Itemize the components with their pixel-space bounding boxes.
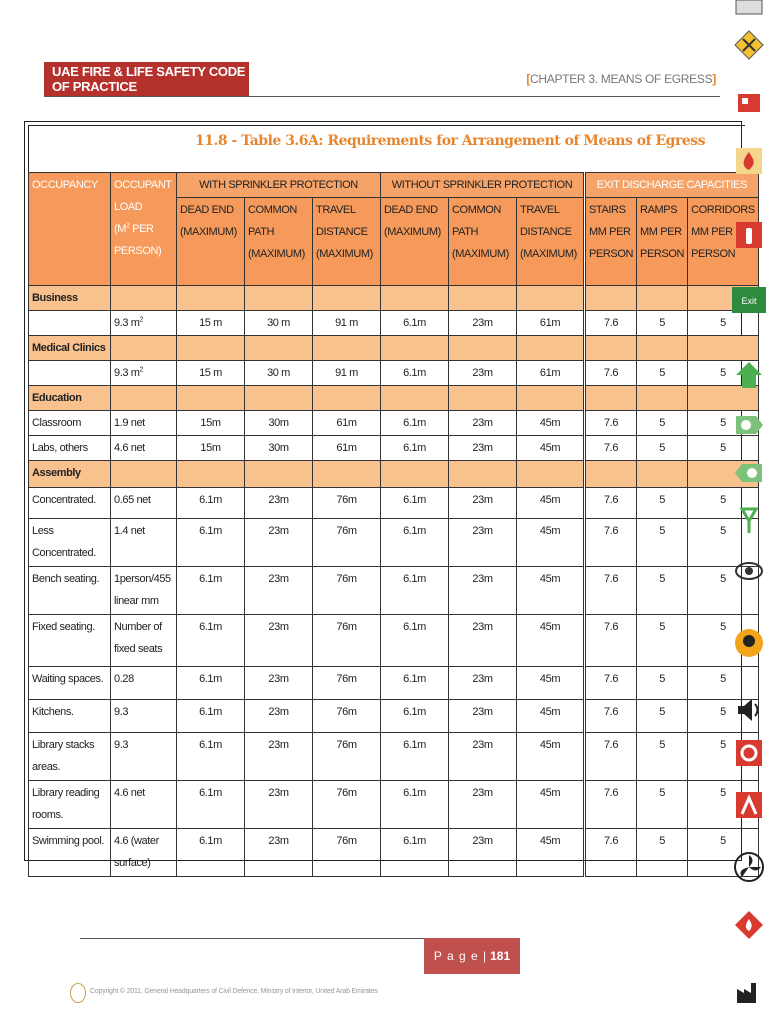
row-value: 23m — [449, 733, 517, 781]
row-value: 6.1m — [381, 361, 449, 386]
row-value: 6.1m — [381, 436, 449, 461]
row-value: 45m — [517, 615, 585, 667]
sprinkler-icon — [734, 505, 764, 535]
category-label: Business — [29, 286, 111, 311]
row-occupant-load: 9.3 — [111, 733, 177, 781]
row-value: 5 — [637, 488, 688, 519]
ventilation-fan-icon — [734, 852, 764, 882]
row-occupant-load: 9.3 — [111, 700, 177, 733]
table-row — [29, 700, 759, 733]
category-cell — [313, 336, 381, 361]
row-value: 23m — [449, 667, 517, 700]
col-dead-end-with: DEAD END (MAXIMUM) — [177, 198, 245, 286]
row-occupant-load: 4.6 net — [111, 436, 177, 461]
row-occupant-load: Number of fixed seats — [111, 615, 177, 667]
row-occupant-load: 4.6 (water surface) — [111, 829, 177, 877]
table-row — [29, 488, 759, 519]
category-cell — [449, 386, 517, 411]
direction-arrow-icon — [734, 410, 764, 440]
fire-truck-icon — [734, 88, 764, 118]
row-value: 23m — [245, 829, 313, 877]
row-value: 7.6 — [585, 667, 637, 700]
safety-icon-rail — [732, 0, 768, 1024]
category-cell — [381, 386, 449, 411]
row-value: 76m — [313, 567, 381, 615]
row-value: 23m — [245, 700, 313, 733]
category-cell — [313, 386, 381, 411]
row-value: 61m — [517, 311, 585, 336]
row-value: 5 — [688, 829, 759, 877]
table-row — [29, 829, 759, 877]
row-value: 5 — [688, 411, 759, 436]
factory-icon — [734, 975, 764, 1005]
table-row — [29, 615, 759, 667]
row-value: 5 — [637, 829, 688, 877]
chapter-label — [526, 72, 716, 86]
group-exit-capacities: EXIT DISCHARGE CAPACITIES — [585, 173, 759, 198]
row-value: 5 — [637, 700, 688, 733]
row-occupant-load: 9.3 $m^2$ — [111, 361, 177, 386]
row-occupant-load: 0.65 net — [111, 488, 177, 519]
row-value: 6.1m — [177, 781, 245, 829]
row-value: 23m — [245, 519, 313, 567]
row-value: 6.1m — [381, 667, 449, 700]
row-value: 6.1m — [381, 411, 449, 436]
row-value: 5 — [688, 488, 759, 519]
category-cell — [245, 336, 313, 361]
row-value: 30 m — [245, 311, 313, 336]
page-number: 181 — [490, 949, 511, 963]
direction-arrow-left-icon — [734, 458, 764, 488]
category-cell — [381, 286, 449, 311]
col-occupant-load — [111, 173, 177, 286]
row-value: 5 — [637, 411, 688, 436]
category-cell — [517, 386, 585, 411]
row-value: 5 — [688, 733, 759, 781]
row-value: 7.6 — [585, 488, 637, 519]
exit-sign-icon — [732, 285, 766, 315]
row-value: 30m — [245, 436, 313, 461]
unit-superscript: 2 — [139, 366, 144, 374]
row-value: 6.1m — [381, 615, 449, 667]
row-value: 7.6 — [585, 436, 637, 461]
category-row-assembly — [29, 461, 759, 488]
table-row — [29, 311, 759, 336]
category-cell — [111, 386, 177, 411]
chapter-bracket-close: ] — [712, 72, 716, 86]
row-value: 7.6 — [585, 781, 637, 829]
row-value: 6.1m — [177, 519, 245, 567]
row-value: 15 m — [177, 311, 245, 336]
chapter-bracket-open: [ — [526, 72, 531, 86]
row-occupant-load: 1.9 net — [111, 411, 177, 436]
category-label: Medical Clinics — [29, 336, 111, 361]
category-cell — [111, 461, 177, 488]
row-value: 5 — [688, 436, 759, 461]
page-number-box — [424, 938, 520, 974]
row-value: 76m — [313, 781, 381, 829]
category-row-medical — [29, 336, 759, 361]
chapter-title: CHAPTER 3. MEANS OF EGRESS — [530, 72, 713, 86]
category-cell — [517, 336, 585, 361]
col-travel-distance-without: TRAVEL DISTANCE (MAXIMUM) — [517, 198, 585, 286]
category-cell — [585, 461, 637, 488]
row-occupancy: Kitchens. — [29, 700, 111, 733]
row-value: 45m — [517, 436, 585, 461]
row-occupancy: Labs, others — [29, 436, 111, 461]
category-label: Education — [29, 386, 111, 411]
row-value: 5 — [637, 733, 688, 781]
col-dead-end-without: DEAD END (MAXIMUM) — [381, 198, 449, 286]
category-cell — [313, 461, 381, 488]
row-occupancy: Library reading rooms. — [29, 781, 111, 829]
row-value: 23m — [245, 781, 313, 829]
category-cell — [381, 461, 449, 488]
exit-sign-label: Exit — [741, 296, 757, 306]
category-cell — [381, 336, 449, 361]
row-occupancy: Swimming pool. — [29, 829, 111, 877]
row-value: 15 m — [177, 361, 245, 386]
row-occupancy: Concentrated. — [29, 488, 111, 519]
category-cell — [245, 461, 313, 488]
row-value: 5 — [688, 615, 759, 667]
table-row — [29, 733, 759, 781]
row-value: 5 — [688, 519, 759, 567]
col-stairs: STAIRS MM PER PERSON — [585, 198, 637, 286]
group-with-sprinkler: WITH SPRINKLER PROTECTION — [177, 173, 381, 198]
category-cell — [449, 286, 517, 311]
row-value: 76m — [313, 667, 381, 700]
row-value: 23m — [449, 488, 517, 519]
row-value: 5 — [637, 436, 688, 461]
category-cell — [111, 336, 177, 361]
row-value: 45m — [517, 411, 585, 436]
row-occupancy — [29, 361, 111, 386]
row-value: 45m — [517, 781, 585, 829]
row-value: 45m — [517, 567, 585, 615]
row-value: 76m — [313, 829, 381, 877]
category-cell — [517, 461, 585, 488]
table-row — [29, 411, 759, 436]
row-value: 6.1m — [381, 311, 449, 336]
group-without-sprinkler: WITHOUT SPRINKLER PROTECTION — [381, 173, 585, 198]
row-value: 6.1m — [177, 733, 245, 781]
row-occupancy — [29, 311, 111, 336]
row-value: 5 — [637, 567, 688, 615]
row-value: 6.1m — [177, 700, 245, 733]
row-value: 23m — [449, 361, 517, 386]
row-value: 76m — [313, 519, 381, 567]
under-construction-icon — [734, 0, 764, 30]
fire-hose-icon — [734, 738, 764, 768]
category-cell — [449, 336, 517, 361]
row-value: 15m — [177, 436, 245, 461]
row-occupant-load: 1.4 net — [111, 519, 177, 567]
row-value: 45m — [517, 488, 585, 519]
row-value: 7.6 — [585, 567, 637, 615]
row-value: 45m — [517, 733, 585, 781]
row-value: 7.6 — [585, 311, 637, 336]
col-common-path-with: COMMON PATH (MAXIMUM) — [245, 198, 313, 286]
row-value: 5 — [637, 361, 688, 386]
col-corridors: CORRIDORS MM PER PERSON — [688, 198, 759, 286]
category-cell — [177, 386, 245, 411]
table-row — [29, 567, 759, 615]
category-cell — [177, 286, 245, 311]
load-sup: 2 — [126, 222, 130, 230]
row-value: 91 m — [313, 361, 381, 386]
row-value: 76m — [313, 733, 381, 781]
copyright-text: Copyright © 2011, General Headquarters of Civil Defence, Ministry of Interior, United Arab Emirates — [90, 988, 378, 995]
row-value: 23m — [245, 567, 313, 615]
flammable-diamond-icon — [734, 910, 764, 940]
row-value: 91 m — [313, 311, 381, 336]
category-cell — [177, 336, 245, 361]
row-value: 7.6 — [585, 411, 637, 436]
row-value: 7.6 — [585, 361, 637, 386]
row-value: 45m — [517, 700, 585, 733]
row-value: 23m — [449, 567, 517, 615]
row-value: 6.1m — [177, 667, 245, 700]
row-value: 45m — [517, 667, 585, 700]
row-occupant-load: 1person/455 linear mm — [111, 567, 177, 615]
row-value: 76m — [313, 700, 381, 733]
row-value: 6.1m — [381, 488, 449, 519]
row-occupancy: Library stacks areas. — [29, 733, 111, 781]
civil-defence-seal-icon — [70, 983, 86, 1003]
row-value: 7.6 — [585, 733, 637, 781]
row-value: 6.1m — [381, 567, 449, 615]
row-value: 6.1m — [381, 733, 449, 781]
row-occupancy: Fixed seating. — [29, 615, 111, 667]
col-occupancy: OCCUPANCY — [29, 173, 111, 286]
row-value: 5 — [688, 311, 759, 336]
row-value: 23m — [449, 700, 517, 733]
header-divider — [44, 96, 720, 97]
fire-escape-icon — [734, 790, 764, 820]
category-cell — [637, 286, 688, 311]
row-value: 6.1m — [381, 519, 449, 567]
row-value: 23m — [449, 311, 517, 336]
unit-superscript: 2 — [139, 316, 144, 324]
row-value: 23m — [449, 615, 517, 667]
row-value: 45m — [517, 829, 585, 877]
load-line1: OCCUPANT LOAD — [114, 179, 172, 213]
row-value: 6.1m — [177, 488, 245, 519]
row-value: 5 — [637, 667, 688, 700]
category-cell — [585, 336, 637, 361]
category-cell — [177, 461, 245, 488]
table-row — [29, 781, 759, 829]
row-value: 5 — [637, 781, 688, 829]
row-occupancy: Bench seating. — [29, 567, 111, 615]
category-cell — [245, 386, 313, 411]
row-value: 5 — [688, 567, 759, 615]
row-value: 7.6 — [585, 519, 637, 567]
table-title: 11.8 - Table 3.6A: Requirements for Arrangement of Means of Egress — [195, 133, 705, 149]
row-value: 6.1m — [381, 781, 449, 829]
row-value: 6.1m — [381, 829, 449, 877]
row-value: 76m — [313, 615, 381, 667]
row-value: 5 — [637, 615, 688, 667]
alarm-light-icon — [734, 628, 764, 658]
row-value: 5 — [688, 781, 759, 829]
assembly-point-icon — [734, 360, 764, 390]
category-cell — [637, 336, 688, 361]
eye-icon — [734, 556, 764, 586]
row-value: 45m — [517, 519, 585, 567]
row-value: 23m — [449, 436, 517, 461]
category-cell — [637, 386, 688, 411]
row-value: 23m — [449, 781, 517, 829]
row-value: 30m — [245, 411, 313, 436]
row-value: 23m — [245, 667, 313, 700]
fire-hazard-icon — [734, 146, 764, 176]
row-value: 7.6 — [585, 700, 637, 733]
category-cell — [313, 286, 381, 311]
category-cell — [517, 286, 585, 311]
document-header-badge: UAE FIRE & LIFE SAFETY CODE OF PRACTICE — [44, 62, 249, 96]
row-value: 23m — [245, 615, 313, 667]
page-label: P a g e | — [433, 949, 488, 963]
row-value: 6.1m — [177, 567, 245, 615]
load-line2b: PER PERSON) — [114, 223, 162, 257]
table-row — [29, 519, 759, 567]
row-occupancy: Classroom — [29, 411, 111, 436]
row-value: 30 m — [245, 361, 313, 386]
row-occupancy: Less Concentrated. — [29, 519, 111, 567]
row-value: 23m — [245, 733, 313, 781]
row-value: 6.1m — [177, 615, 245, 667]
row-occupant-load: 4.6 net — [111, 781, 177, 829]
row-value: 6.1m — [177, 829, 245, 877]
row-value: 5 — [637, 519, 688, 567]
category-row-education — [29, 386, 759, 411]
tools-diamond-icon — [734, 30, 764, 60]
row-value: 5 — [688, 667, 759, 700]
row-value: 7.6 — [585, 829, 637, 877]
category-cell — [111, 286, 177, 311]
category-cell — [585, 386, 637, 411]
row-value: 23m — [449, 829, 517, 877]
table-row — [29, 667, 759, 700]
category-label: Assembly — [29, 461, 111, 488]
load-line2a: (M — [114, 223, 127, 235]
row-value: 5 — [688, 361, 759, 386]
row-value: 7.6 — [585, 615, 637, 667]
col-common-path-without: COMMON PATH (MAXIMUM) — [449, 198, 517, 286]
table-row — [29, 361, 759, 386]
col-ramps: RAMPS MM PER PERSON — [637, 198, 688, 286]
row-value: 6.1m — [381, 700, 449, 733]
category-cell — [245, 286, 313, 311]
category-cell — [585, 286, 637, 311]
egress-requirements-table — [28, 172, 759, 877]
row-value: 23m — [449, 519, 517, 567]
row-value: 61m — [313, 411, 381, 436]
row-value: 61m — [517, 361, 585, 386]
row-occupant-load: 9.3 $m^2$ — [111, 311, 177, 336]
row-value: 15m — [177, 411, 245, 436]
row-value: 76m — [313, 488, 381, 519]
row-occupancy: Waiting spaces. — [29, 667, 111, 700]
speaker-icon — [734, 695, 764, 725]
category-cell — [637, 461, 688, 488]
table-row — [29, 436, 759, 461]
category-cell — [449, 461, 517, 488]
row-value: 23m — [245, 488, 313, 519]
row-value: 5 — [637, 311, 688, 336]
table-header-row-1 — [29, 173, 759, 198]
extinguisher-icon — [734, 220, 764, 250]
col-travel-distance-with: TRAVEL DISTANCE (MAXIMUM) — [313, 198, 381, 286]
row-value: 61m — [313, 436, 381, 461]
category-row-business — [29, 286, 759, 311]
row-value: 5 — [688, 700, 759, 733]
row-occupant-load: 0.28 — [111, 667, 177, 700]
row-value: 23m — [449, 411, 517, 436]
